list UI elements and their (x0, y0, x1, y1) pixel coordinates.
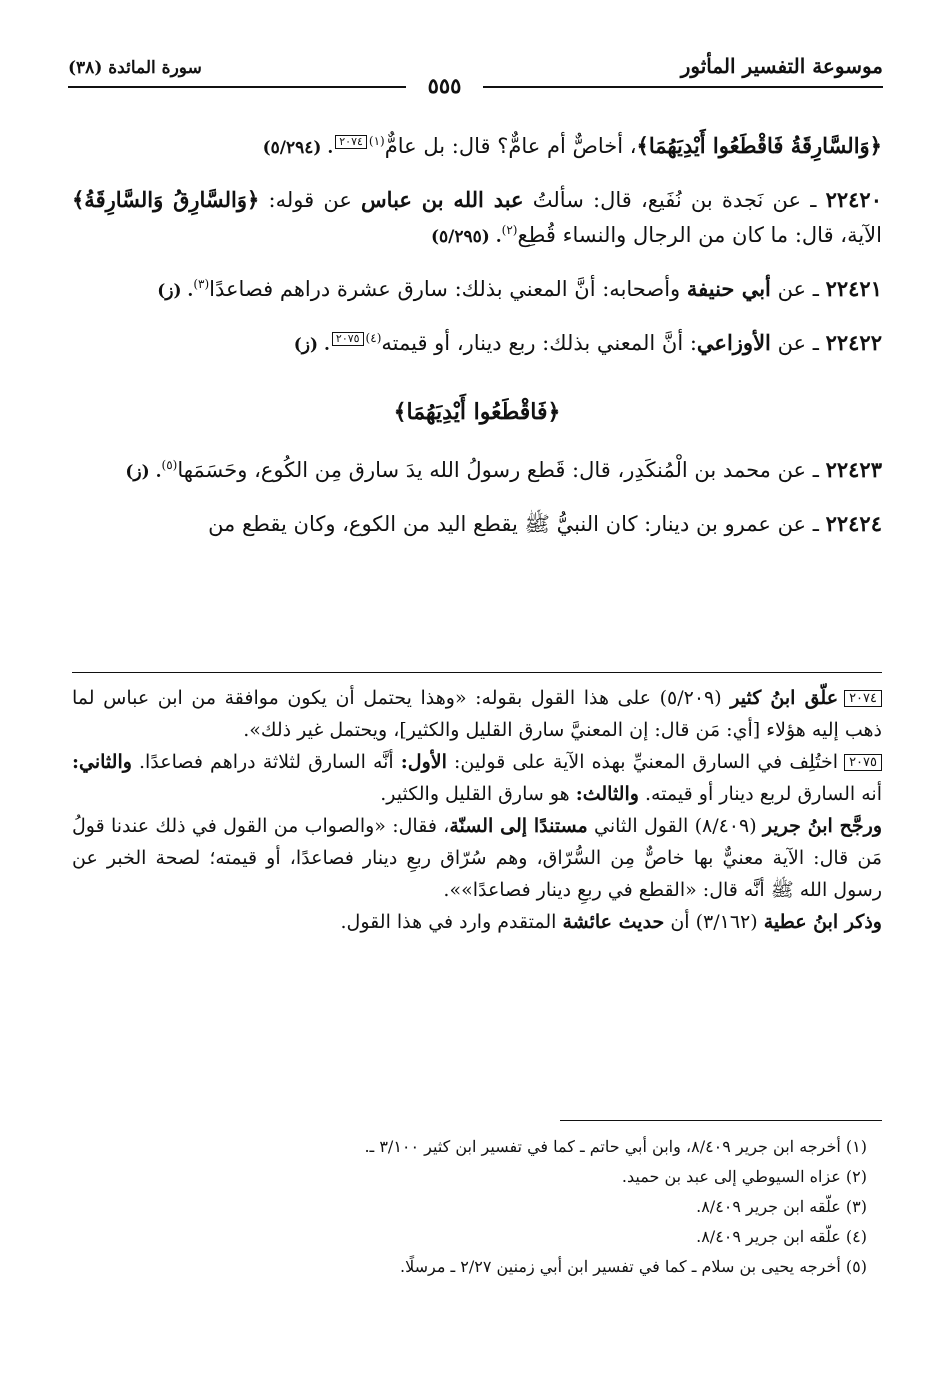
emphasis-text: حديث عائشة (562, 911, 665, 933)
footnote-marker: (٤) (365, 331, 382, 345)
volume-reference: . (ز) (157, 281, 194, 301)
opinion-label: والثالث: (575, 783, 639, 805)
narration-22423 (72, 452, 882, 490)
book-title: موسوعة التفسير المأثور (680, 54, 883, 78)
commentary-text: هو سارق القليل والكثير. (380, 783, 576, 805)
spacer (72, 490, 882, 506)
quran-quote: ﴿وَالسَّارِقَةُ فَاقْطَعُوا أَيْدِيَهُمَا﴾ (636, 133, 882, 158)
commentary-2075 (72, 746, 882, 810)
paragraph-text: ـ عن (770, 277, 826, 301)
volume-reference: . (٥/٢٩٥) (430, 227, 502, 247)
footnote: (٣) علّقه ابن جرير ٨/٤٠٩. (696, 1197, 867, 1216)
volume-reference: . (ز) (125, 462, 162, 482)
narrator-name: عبد الله بن عباس (361, 187, 524, 212)
spacer (72, 309, 882, 325)
spacer (72, 255, 882, 271)
opinion-label: والثاني: (72, 751, 132, 773)
commentary-text: (٨/٤٠٩) القول الثاني (587, 815, 763, 837)
narration-number: ٢٢٤٢١ (825, 276, 882, 301)
commentary-text: اختُلِف في السارق المعنيِّ بهذه الآية على قولين: (446, 751, 839, 773)
commentary-text: أنه السارق لربع دينار أو قيمته. (638, 783, 882, 805)
main-text (72, 128, 882, 542)
opinion-label: الأول: (400, 751, 447, 773)
footnote: (٤) علّقه ابن جرير ٨/٤٠٩. (696, 1227, 867, 1246)
narration-22422 (72, 325, 882, 363)
paragraph-text: ـ عن عمرو بن دينار: كان النبيُّ ﷺ يقطع اليد من الكوع، وكان يقطع من (208, 512, 826, 536)
emphasis-text: مستندًا إلى السنّة (449, 815, 588, 837)
commentary-ref-box: ٢٠٧٤ (335, 135, 367, 149)
spacer (72, 166, 882, 182)
commentary-2074 (72, 682, 882, 746)
paragraph-text: ، أخاصٌّ أم عامٌّ؟ قال: بل عامٌّ (384, 134, 637, 158)
header-rule-left (68, 86, 406, 88)
volume-reference: . (ز) (293, 335, 330, 355)
quran-quote: ﴿وَالسَّارِقُ وَالسَّارِقَةُ﴾ (72, 187, 260, 212)
commentary-divider (72, 672, 882, 673)
footnote: (٢) عزاه السيوطي إلى عبد بن حميد. (621, 1167, 867, 1186)
paragraph-text: ـ عن محمد بن الْمُنكَدِر، قال: قَطع رسولُ الله يدَ سارق مِن الكُوع، وحَسَمَها (177, 458, 826, 482)
commentary-ref-box: ٢٠٧٥ (332, 332, 364, 346)
header-rule-right (483, 86, 883, 88)
paragraph-text: الآية، قال: ما كان من الرجال والنساء قُطِع (517, 223, 882, 247)
paragraph-text: : أنَّ المعني بذلك: ربع دينار، أو قيمته (381, 331, 697, 355)
paragraph-text: ـ عن (770, 331, 826, 355)
narrator-name: الأوزاعي (696, 330, 771, 355)
volume-reference: . (٥/٢٩٤) (262, 138, 334, 158)
paragraph-text: عن قوله: (259, 188, 362, 212)
footnote-marker: (٣) (193, 277, 210, 291)
page-number: ٥٥٥ (406, 73, 483, 98)
scholar-name: وذكر ابنُ عطية (763, 911, 882, 933)
commentary-number-box: ٢٠٧٤ (844, 690, 882, 707)
commentary-tarjih (72, 810, 882, 906)
commentary-text: (٣/١٦٢) أن (664, 911, 764, 933)
paragraph-text: ـ عن نَجدة بن نُفَيع، قال: سألتُ (523, 188, 826, 212)
page-header (68, 52, 883, 98)
narration-number: ٢٢٤٢٤ (825, 511, 882, 536)
footnote: (٥) أخرجه يحيى بن سلام ـ كما في تفسير ابن أبي زمنين ٢/٢٧ ـ مرسلًا. (400, 1257, 867, 1276)
footnote-divider (560, 1120, 882, 1121)
scholar-name: ورجَّح ابنُ جرير (762, 815, 883, 837)
commentary-text: ، فقال: «والصواب من القول في ذلك عندنا قولُ مَن قال: الآية معنيٌّ بها خاصٌّ مِن السُّرّاق، وهم سُرّاق ربعِ دينار فصاعدًا، أو قيمته؛ لصحة الخبر عن رسول الله ﷺ أنَّه قال: «القطع في ربعِ دينار فصاعدًا»». (72, 815, 882, 901)
footnote: (١) أخرجه ابن جرير ٨/٤٠٩، وابن أبي حاتم ـ كما في تفسير ابن كثير ٣/١٠٠ ـ. (364, 1137, 867, 1156)
paragraph-text: وأصحابه: أنَّ المعني بذلك: سارق عشرة دراهم فصاعدًا (209, 277, 687, 301)
footnote-marker: (١) (368, 134, 385, 148)
scholar-name: علّق ابنُ كثير (730, 687, 839, 709)
commentary-number-box: ٢٠٧٥ (844, 754, 882, 771)
section-heading: ﴿فَاقْطَعُوا أَيْدِيَهُمَا﴾ (393, 399, 561, 425)
narration-22424 (72, 506, 882, 542)
commentary-text: أنَّه السارق لثلاثة دراهم فصاعدًا. (131, 751, 401, 773)
commentary-text: المتقدم وارد في هذا القول. (340, 911, 563, 933)
narrator-name: أبي حنيفة (686, 276, 771, 301)
paragraph-continued (72, 128, 882, 166)
narration-22420 (72, 182, 882, 255)
narration-number: ٢٢٤٢٣ (825, 457, 882, 482)
surah-label: سورة المائدة (٣٨) (68, 58, 202, 78)
footnote-marker: (٥) (161, 458, 178, 472)
commentary-section (72, 682, 882, 938)
footnotes (72, 1132, 867, 1282)
narration-number: ٢٢٤٢٢ (825, 330, 882, 355)
commentary-text: (٥/٢٠٩) على هذا القول بقوله: «وهذا يحتمل أن يكون موافقة من ابن عباس لما ذهب إليه هؤلاء [أي: مَن قال: إن المعنيَّ سارق القليل والكثير]، ويحتمل غير ذلك». (72, 687, 882, 741)
footnote-marker: (٢) (501, 223, 518, 237)
narration-22421 (72, 271, 882, 309)
commentary-dhikr (72, 906, 882, 938)
narration-number: ٢٢٤٢٠ (825, 187, 882, 212)
